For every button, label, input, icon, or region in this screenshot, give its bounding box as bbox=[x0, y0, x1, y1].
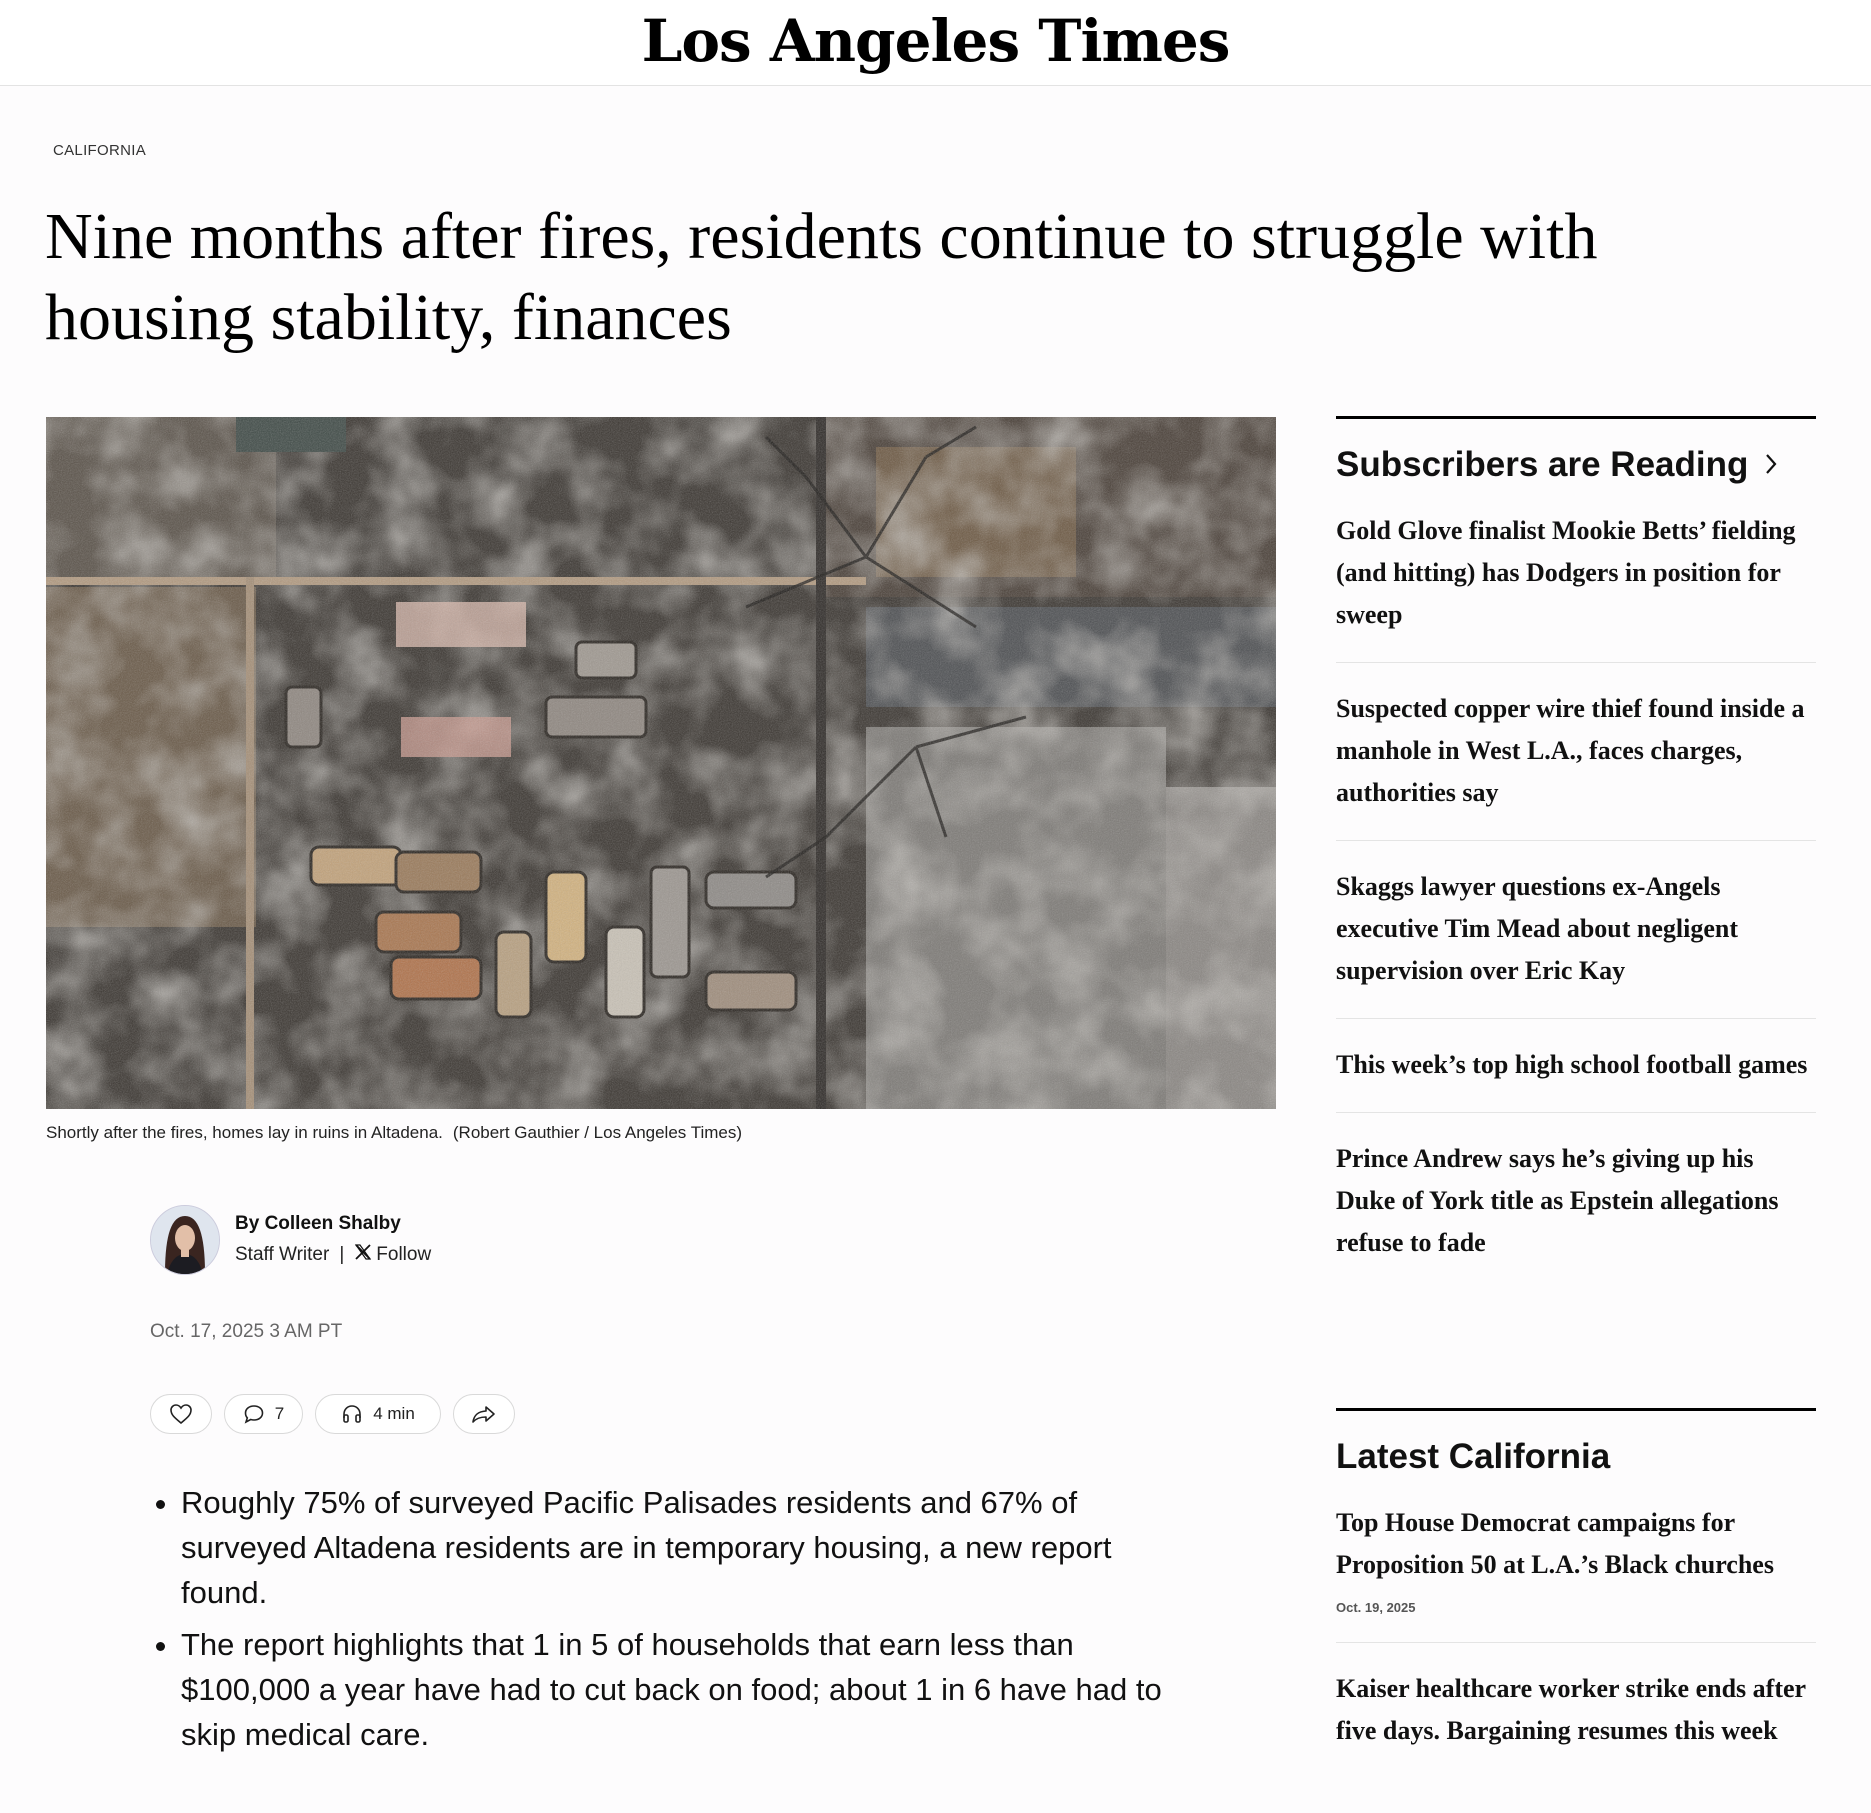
subscribers-reading-heading[interactable] bbox=[1336, 416, 1816, 485]
caption-text: Shortly after the fires, homes lay in ruins in Altadena. bbox=[46, 1123, 443, 1142]
latest-story-link[interactable]: Top House Democrat campaigns for Proposition 50 at L.A.’s Black churches bbox=[1336, 1508, 1774, 1579]
headphones-icon bbox=[341, 1404, 363, 1424]
x-logo-icon bbox=[354, 1243, 376, 1267]
site-logo[interactable]: Los Angeles Times bbox=[641, 6, 1230, 75]
subscribers-story-link[interactable]: Suspected copper wire thief found inside a manhole in West L.A., faces charges, authorities say bbox=[1336, 663, 1816, 841]
latest-california-rail bbox=[1336, 1408, 1816, 1778]
summary-bullet: • Roughly 75% of surveyed Pacific Palisades residents and 67% of surveyed Altadena residents are in temporary housing, a new report found. bbox=[181, 1480, 1181, 1615]
aerial-fire-ruins-photo bbox=[46, 417, 1276, 1109]
subscribers-reading-title: Subscribers are Reading bbox=[1336, 445, 1749, 484]
subscribers-story-link[interactable]: This week’s top high school football games bbox=[1336, 1019, 1816, 1113]
article-summary bbox=[153, 1480, 1181, 1764]
subscribers-story-link[interactable]: Skaggs lawyer questions ex-Angels executive Tim Mead about negligent supervision over Eric Kay bbox=[1336, 841, 1816, 1019]
latest-story bbox=[1336, 1477, 1816, 1643]
listen-button[interactable] bbox=[315, 1394, 441, 1434]
latest-story-link[interactable]: Kaiser healthcare worker strike ends after five days. Bargaining resumes this week bbox=[1336, 1674, 1806, 1745]
article-actions bbox=[150, 1394, 515, 1434]
byline bbox=[150, 1205, 431, 1275]
latest-california-heading[interactable] bbox=[1336, 1408, 1816, 1477]
follow-button[interactable] bbox=[354, 1243, 431, 1267]
latest-story-date: Oct. 19, 2025 bbox=[1336, 1600, 1416, 1615]
share-icon bbox=[471, 1404, 497, 1424]
role-separator: | bbox=[339, 1244, 345, 1265]
latest-california-title: Latest California bbox=[1336, 1437, 1611, 1476]
section-label[interactable]: CALIFORNIA bbox=[53, 142, 147, 159]
masthead bbox=[0, 0, 1871, 86]
subscribers-story-link[interactable]: Prince Andrew says he’s giving up his Duke of York title as Epstein allegations refuse to fade bbox=[1336, 1144, 1779, 1257]
chevron-right-icon bbox=[1748, 445, 1778, 485]
author-role: Staff Writer bbox=[235, 1244, 330, 1265]
photo-credit: (Robert Gauthier / Los Angeles Times) bbox=[452, 1123, 743, 1142]
latest-story bbox=[1336, 1643, 1816, 1778]
follow-label: Follow bbox=[376, 1244, 432, 1265]
author-avatar[interactable] bbox=[150, 1205, 220, 1275]
author-role-line bbox=[235, 1243, 431, 1267]
comment-icon bbox=[243, 1403, 265, 1425]
subscribers-reading-rail bbox=[1336, 416, 1816, 1290]
hero-image[interactable] bbox=[46, 417, 1276, 1109]
article-headline: Nine months after fires, residents continue to struggle with housing stability, finances bbox=[45, 200, 1598, 354]
share-button[interactable] bbox=[453, 1394, 515, 1434]
image-caption bbox=[46, 1123, 742, 1143]
author-name[interactable]: By Colleen Shalby bbox=[235, 1213, 401, 1234]
summary-bullet: • The report highlights that 1 in 5 of households that earn less than $100,000 a year have had to cut back on food; about 1 in 6 have had to skip medical care. bbox=[181, 1622, 1181, 1757]
subscribers-story-link[interactable]: Gold Glove finalist Mookie Betts’ fielding (and hitting) has Dodgers in position for sweep bbox=[1336, 485, 1816, 663]
publish-date: Oct. 17, 2025 3 AM PT bbox=[150, 1321, 343, 1342]
author-info bbox=[235, 1213, 431, 1267]
heart-icon bbox=[169, 1403, 193, 1425]
comments-count: 7 bbox=[274, 1404, 285, 1423]
comments-button[interactable] bbox=[224, 1394, 303, 1434]
like-button[interactable] bbox=[150, 1394, 212, 1434]
listen-duration: 4 min bbox=[373, 1404, 415, 1423]
